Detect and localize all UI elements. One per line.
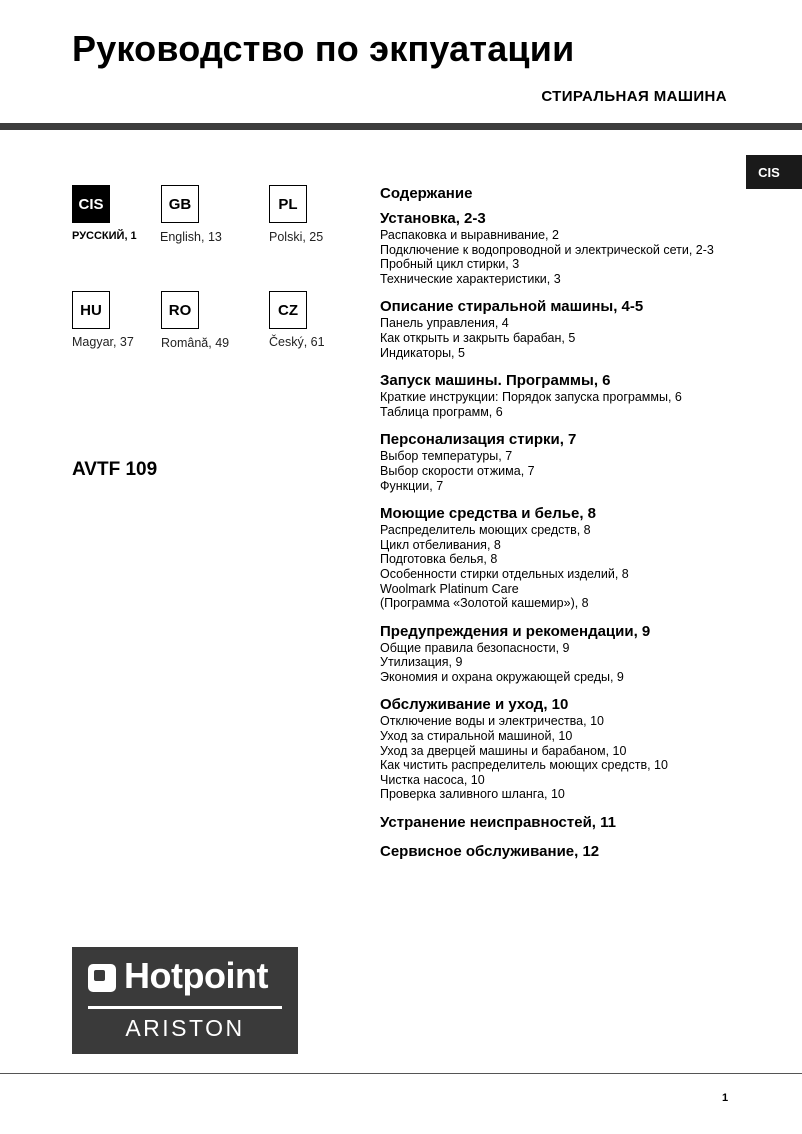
toc-item: Выбор температуры, 7 <box>380 449 513 464</box>
toc-section-title: Описание стиральной машины, 4-5 <box>380 298 644 316</box>
lang-box-gb: GB <box>161 185 199 223</box>
brand-logo <box>72 947 298 1054</box>
toc-item: (Программа «Золотой кашемир»), 8 <box>380 596 589 611</box>
toc-item: Чистка насоса, 10 <box>380 772 485 787</box>
toc-section-maintenance <box>380 696 780 802</box>
toc-section-personalization <box>380 431 780 493</box>
toc-section-description <box>380 298 780 360</box>
toc-section-title: Обслуживание и уход, 10 <box>380 696 569 714</box>
toc-heading: Содержание <box>380 185 473 202</box>
toc-section-detergents <box>380 505 780 611</box>
table-of-contents <box>380 184 780 872</box>
lang-label-cz: Český, 61 <box>269 335 325 349</box>
lang-label-pl: Polski, 25 <box>269 230 324 244</box>
toc-item: Подготовка белья, 8 <box>380 552 498 567</box>
lang-label-cis: РУССКИЙ, 1 <box>72 230 137 242</box>
hotpoint-square-icon-inner <box>94 970 105 981</box>
toc-item: Утилизация, 9 <box>380 655 463 670</box>
toc-section-title: Предупреждения и рекомендации, 9 <box>380 622 651 640</box>
toc-item: Индикаторы, 5 <box>380 345 465 360</box>
language-side-tab: CIS <box>746 155 802 189</box>
lang-box-ro: RO <box>161 291 199 329</box>
logo-sub-text: ARISTON <box>125 1015 245 1041</box>
toc-item: Как чистить распределитель моющих средств, 10 <box>380 758 668 773</box>
toc-item: Как открыть и закрыть барабан, 5 <box>380 330 576 345</box>
toc-item: Краткие инструкции: Порядок запуска программы, 6 <box>380 390 682 405</box>
toc-item: Woolmark Platinum Care <box>380 581 519 596</box>
logo-brand-text: Hotpoint <box>124 955 268 996</box>
document-subtitle: СТИРАЛЬНАЯ МАШИНА <box>541 88 727 105</box>
toc-item: Распаковка и выравнивание, 2 <box>380 228 559 242</box>
toc-section-title: Запуск машины. Программы, 6 <box>380 372 611 390</box>
toc-item: Общие правила безопасности, 9 <box>380 640 570 655</box>
toc-item: Пробный цикл стирки, 3 <box>380 257 520 272</box>
toc-section-start <box>380 372 780 419</box>
footer-divider <box>0 1073 802 1074</box>
model-name: AVTF 109 <box>72 459 158 480</box>
toc-section-troubleshooting <box>380 814 780 832</box>
toc-item: Панель управления, 4 <box>380 316 509 331</box>
toc-section-service <box>380 843 780 861</box>
toc-item: Проверка заливного шланга, 10 <box>380 787 565 802</box>
page-title: Руководство по экпуатации <box>72 28 575 69</box>
toc-item: Цикл отбеливания, 8 <box>380 537 501 552</box>
lang-box-cis: CIS <box>72 185 110 223</box>
lang-box-hu: HU <box>72 291 110 329</box>
header-divider <box>0 123 802 130</box>
toc-section-installation <box>380 210 780 286</box>
toc-item: Подключение к водопроводной и электрической сети, 2-3 <box>380 242 714 257</box>
hotpoint-square-icon <box>88 964 116 992</box>
toc-item: Функции, 7 <box>380 478 444 493</box>
page-number: 1 <box>722 1092 729 1104</box>
logo-divider <box>88 1006 282 1009</box>
toc-item: Технические характеристики, 3 <box>380 271 561 286</box>
toc-item: Уход за дверцей машины и барабаном, 10 <box>380 743 627 758</box>
lang-box-pl: PL <box>269 185 307 223</box>
toc-section-warnings <box>380 623 780 685</box>
lang-label-ro: Română, 49 <box>161 336 230 350</box>
lang-label-hu: Magyar, 37 <box>72 335 134 349</box>
toc-item: Уход за стиральной машиной, 10 <box>380 729 573 744</box>
toc-item: Экономия и охрана окружающей среды, 9 <box>380 669 624 684</box>
toc-section-title: Устранение неисправностей, 11 <box>380 814 616 832</box>
toc-section-title: Установка, 2-3 <box>380 210 486 227</box>
toc-section-title: Сервисное обслуживание, 12 <box>380 843 600 861</box>
toc-item: Таблица программ, 6 <box>380 404 503 419</box>
toc-item: Отключение воды и электричества, 10 <box>380 714 604 729</box>
toc-item: Выбор скорости отжима, 7 <box>380 463 535 478</box>
lang-box-cz: CZ <box>269 291 307 329</box>
lang-label-gb: English, 13 <box>160 230 222 244</box>
toc-item: Особенности стирки отдельных изделий, 8 <box>380 566 629 581</box>
toc-section-title: Моющие средства и белье, 8 <box>380 505 597 523</box>
toc-section-title: Персонализация стирки, 7 <box>380 431 577 449</box>
toc-item: Распределитель моющих средств, 8 <box>380 523 591 538</box>
